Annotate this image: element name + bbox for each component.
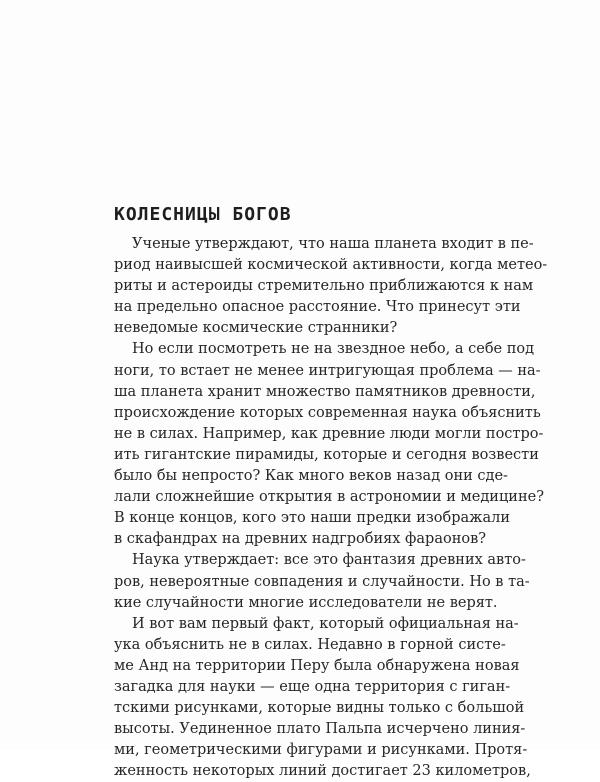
text-line: тскими рисунками, которые видны только с большой [114, 700, 525, 717]
text-line: было бы непросто? Как много веков назад они сде- [114, 468, 508, 485]
text-line: не в силах. Например, как древние люди могли постро- [114, 425, 544, 442]
text-line: Ученые утверждают, что наша планета входит в пе- [132, 236, 534, 252]
text-line: женность некоторых линий достигает 23 километров, [114, 763, 531, 780]
text-line: лали сложнейшие открытия в астрономии и медицине? [114, 489, 544, 506]
text-line: ноги, то встает не менее интригующая проблема — на- [114, 362, 541, 379]
text-line: в скафандрах на древних надгробиях фараонов? [114, 531, 487, 548]
text-line: риты и астероиды стремительно приближаются к нам [114, 278, 534, 295]
text-line: Но если посмотреть не на звездное небо, а себе под [132, 341, 535, 358]
text-line: ука объяснить не в силах. Недавно в горной систе- [114, 636, 506, 653]
text-line: риод наивысшей космической активности, когда метео- [114, 257, 548, 274]
chapter-title: КОЛЕСНИЦЫ БОГОВ [114, 204, 292, 225]
text-line: В конце концов, кого это наши предки изображали [114, 510, 511, 527]
text-line: ров, невероятные совпадения и случайности. Но в та- [114, 573, 530, 590]
text-line: ми, геометрическими фигурами и рисунками. Протя- [114, 742, 528, 759]
text-line: загадка для науки — еще одна территория с гиган- [114, 678, 511, 695]
text-line: ить гигантские пирамиды, которые и сегодня возвести [114, 446, 539, 463]
text-line: И вот вам первый факт, который официальная на- [132, 615, 519, 632]
text-line: ша планета хранит множество памятников древности, [114, 383, 536, 400]
text-line: неведомые космические странники? [114, 320, 398, 337]
text-line: происхождение которых современная наука объяснить [114, 404, 541, 421]
text-line: высоты. Уединенное плато Пальпа исчерчено линия- [114, 721, 526, 738]
text-line: Наука утверждает: все это фантазия древних авто- [132, 552, 526, 569]
text-line: кие случайности многие исследователи не верят. [114, 594, 498, 611]
text-line: на предельно опасное расстояние. Что принесут эти [114, 299, 521, 316]
body-text [114, 234, 548, 782]
text-line: ме Анд на территории Перу была обнаружена новая [114, 657, 520, 674]
